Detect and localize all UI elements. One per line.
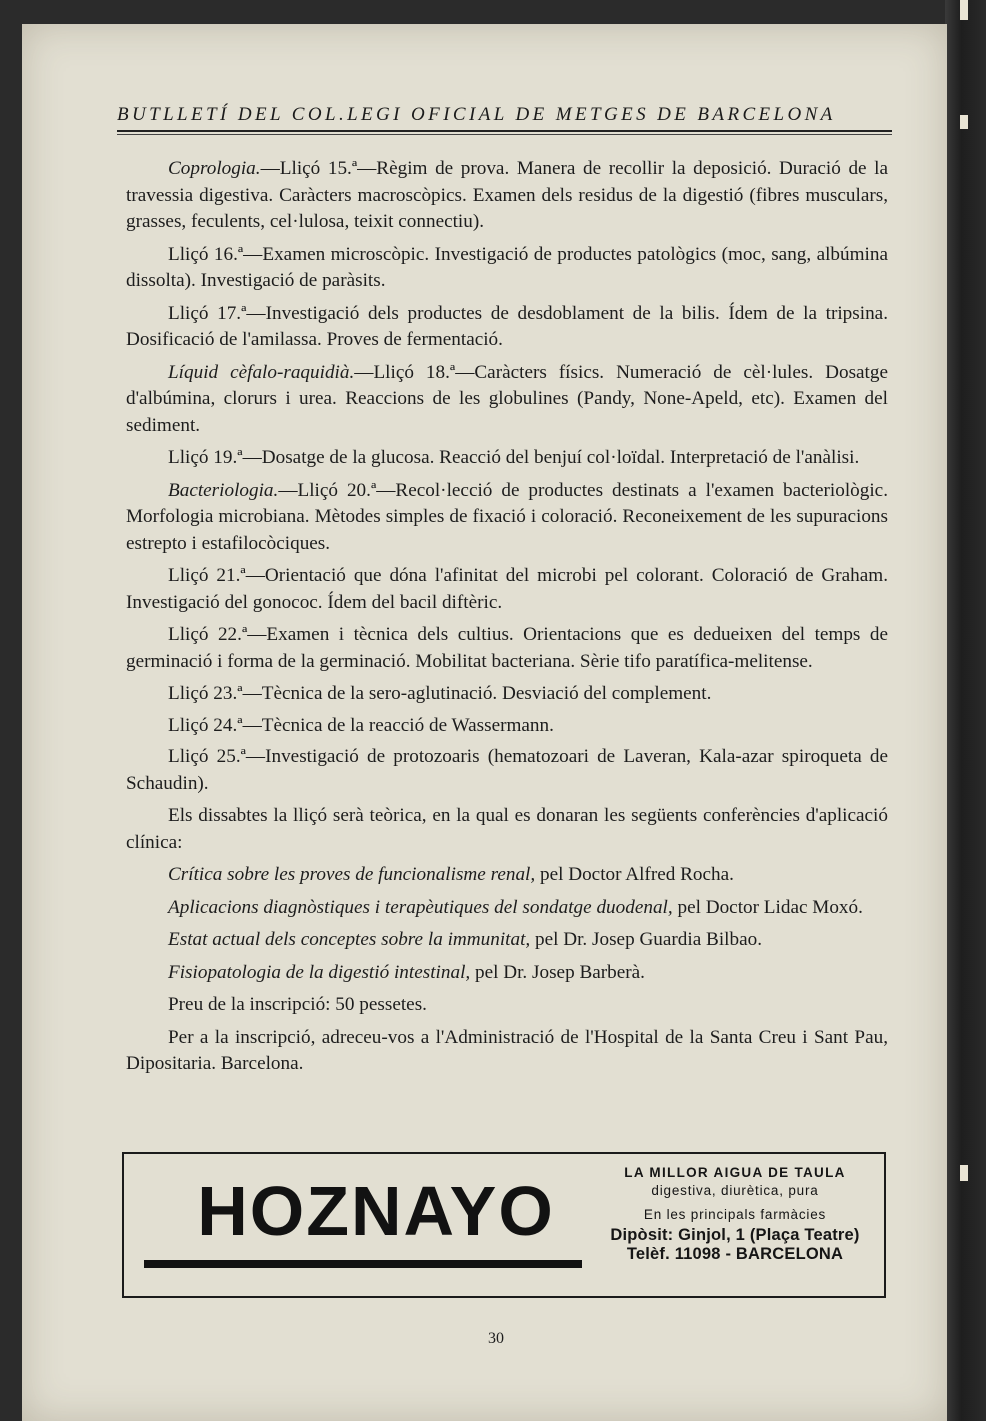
conference-speaker: pel Dr. Josep Barberà.: [470, 961, 645, 983]
binding-mark-lower: [960, 1165, 968, 1181]
advertisement-box: [122, 1152, 886, 1298]
conference-item: [126, 960, 888, 987]
conference-speaker: pel Doctor Lidac Moxó.: [672, 896, 863, 918]
paragraph-text: Lliçó 24.ª—Tècnica de la reacció de Wassermann.: [168, 714, 554, 736]
paragraph-text: Lliçó 25.ª—Investigació de protozoaris (hematozoari de Laveran, Kala-azar spiroqueta de Schaudin).: [126, 746, 888, 794]
section-lead: Líquid cèfalo-raquidià.: [168, 361, 355, 383]
paragraph: [126, 478, 888, 558]
paragraph: [126, 156, 888, 236]
ad-details: [594, 1164, 876, 1264]
paragraph: [126, 713, 888, 740]
paragraph-text: Lliçó 21.ª—Orientació que dóna l'afinitat del microbi pel colorant. Coloració de Graham. Investigació del gonococ. Ídem del bacil diftèric.: [126, 565, 888, 613]
paragraph: [126, 1025, 888, 1078]
paragraph-text: Lliçó 19.ª—Dosatge de la glucosa. Reacció del benjuí col·loïdal. Interpretació de l'anàlisi.: [168, 447, 860, 468]
header-rule: [117, 130, 892, 132]
paragraph-text: Per a la inscripció, adreceu-vos a l'Administració de l'Hospital de la Santa Creu i Sant Pau, Dipositaria. Barcelona.: [126, 1026, 888, 1074]
binding-mark-top: [960, 0, 968, 20]
ad-brand: HOZNAYO: [197, 1172, 555, 1250]
paragraph: [126, 242, 888, 295]
book-binding: [945, 0, 986, 1421]
section-lead: Bacteriologia.: [168, 479, 279, 501]
paragraph: [126, 992, 888, 1019]
header-rule-thin: [117, 134, 892, 135]
conference-item: [126, 862, 888, 889]
paragraph-text: Lliçó 17.ª—Investigació dels productes de desdoblament de la bilis. Ídem de la tripsina. Dosificació de l'amilassa. Proves de fermentació.: [126, 302, 888, 350]
conference-title: Crítica sobre les proves de funcionalisme renal,: [168, 864, 536, 885]
ad-tagline: LA MILLOR AIGUA DE TAULA: [624, 1165, 846, 1180]
conference-title: Aplicacions diagnòstiques i terapèutiques del sondatge duodenal,: [168, 896, 673, 918]
conference-speaker: pel Doctor Alfred Rocha.: [535, 864, 734, 885]
paragraph: [126, 301, 888, 354]
paragraph-text: Lliçó 22.ª—Examen i tècnica dels cultius. Orientacions que es dedueixen del temps de germinació i forma de la germinació. Mobilitat bacteriana. Sèrie tifo paratífica-melitense.: [126, 624, 888, 672]
conference-item: [126, 895, 888, 922]
paragraph: [126, 744, 888, 797]
ad-underline-bar: [144, 1260, 582, 1268]
running-head: BUTLLETÍ DEL COL.LEGI OFICIAL DE METGES DE BARCELONA: [117, 104, 836, 125]
page-number: 30: [488, 1330, 504, 1347]
journal-page: [22, 24, 947, 1421]
ad-phone: Telèf. 11098 - BARCELONA: [626, 1245, 844, 1263]
paragraph-text: —Lliçó 18.ª—Caràcters físics. Numeració de cèl·lules. Dosatge d'albúmina, clorurs i urea. Reaccions de les globulines (Pandy, None-Apeld, etc). Examen del sediment.: [126, 361, 889, 436]
paragraph: [126, 681, 888, 708]
paragraph-text: Els dissabtes la lliçó serà teòrica, en la qual es donaran les següents conferències d'aplicació clínica:: [126, 805, 888, 853]
conference-title: Estat actual dels conceptes sobre la immunitat,: [168, 929, 531, 950]
paragraph: [126, 563, 888, 616]
conference-item: [126, 927, 888, 954]
paragraph: [126, 360, 888, 440]
paragraph-text: Preu de la inscripció: 50 pessetes.: [168, 994, 427, 1015]
binding-mark-upper: [960, 115, 968, 129]
ad-availability: En les principals farmàcies: [643, 1207, 827, 1222]
article-body: [126, 156, 888, 1084]
ad-qualities: digestiva, diurètica, pura: [651, 1183, 819, 1198]
paragraph-text: Lliçó 23.ª—Tècnica de la sero-aglutinació. Desviació del complement.: [168, 683, 712, 704]
conference-title: Fisiopatologia de la digestió intestinal,: [168, 961, 471, 983]
paragraph-text: Lliçó 16.ª—Examen microscòpic. Investigació de productes patològics (moc, sang, albúmina dissolta). Investigació de paràsits.: [126, 243, 888, 291]
paragraph: [126, 445, 888, 472]
ad-address: Dipòsit: Ginjol, 1 (Plaça Teatre): [610, 1226, 860, 1244]
paragraph: [126, 803, 888, 856]
conference-speaker: pel Dr. Josep Guardia Bilbao.: [530, 929, 763, 950]
section-lead: Coprologia.: [168, 158, 261, 179]
paragraph: [126, 622, 888, 675]
paragraph-text: —Lliçó 20.ª—Recol·lecció de productes destinats a l'examen bacteriològic. Morfologia microbiana. Mètodes simples de fixació i coloració. Reconeixement de les supuracions estrepto i estafilocòciques.: [126, 479, 888, 554]
paragraph-text: —Lliçó 15.ª—Règim de prova. Manera de recollir la deposició. Duració de la travessia digestiva. Caràcters macroscòpics. Examen dels residus de la digestió (fibres musculars, grasses, feculents, cel·lulosa, teixit connectiu).: [126, 158, 888, 232]
